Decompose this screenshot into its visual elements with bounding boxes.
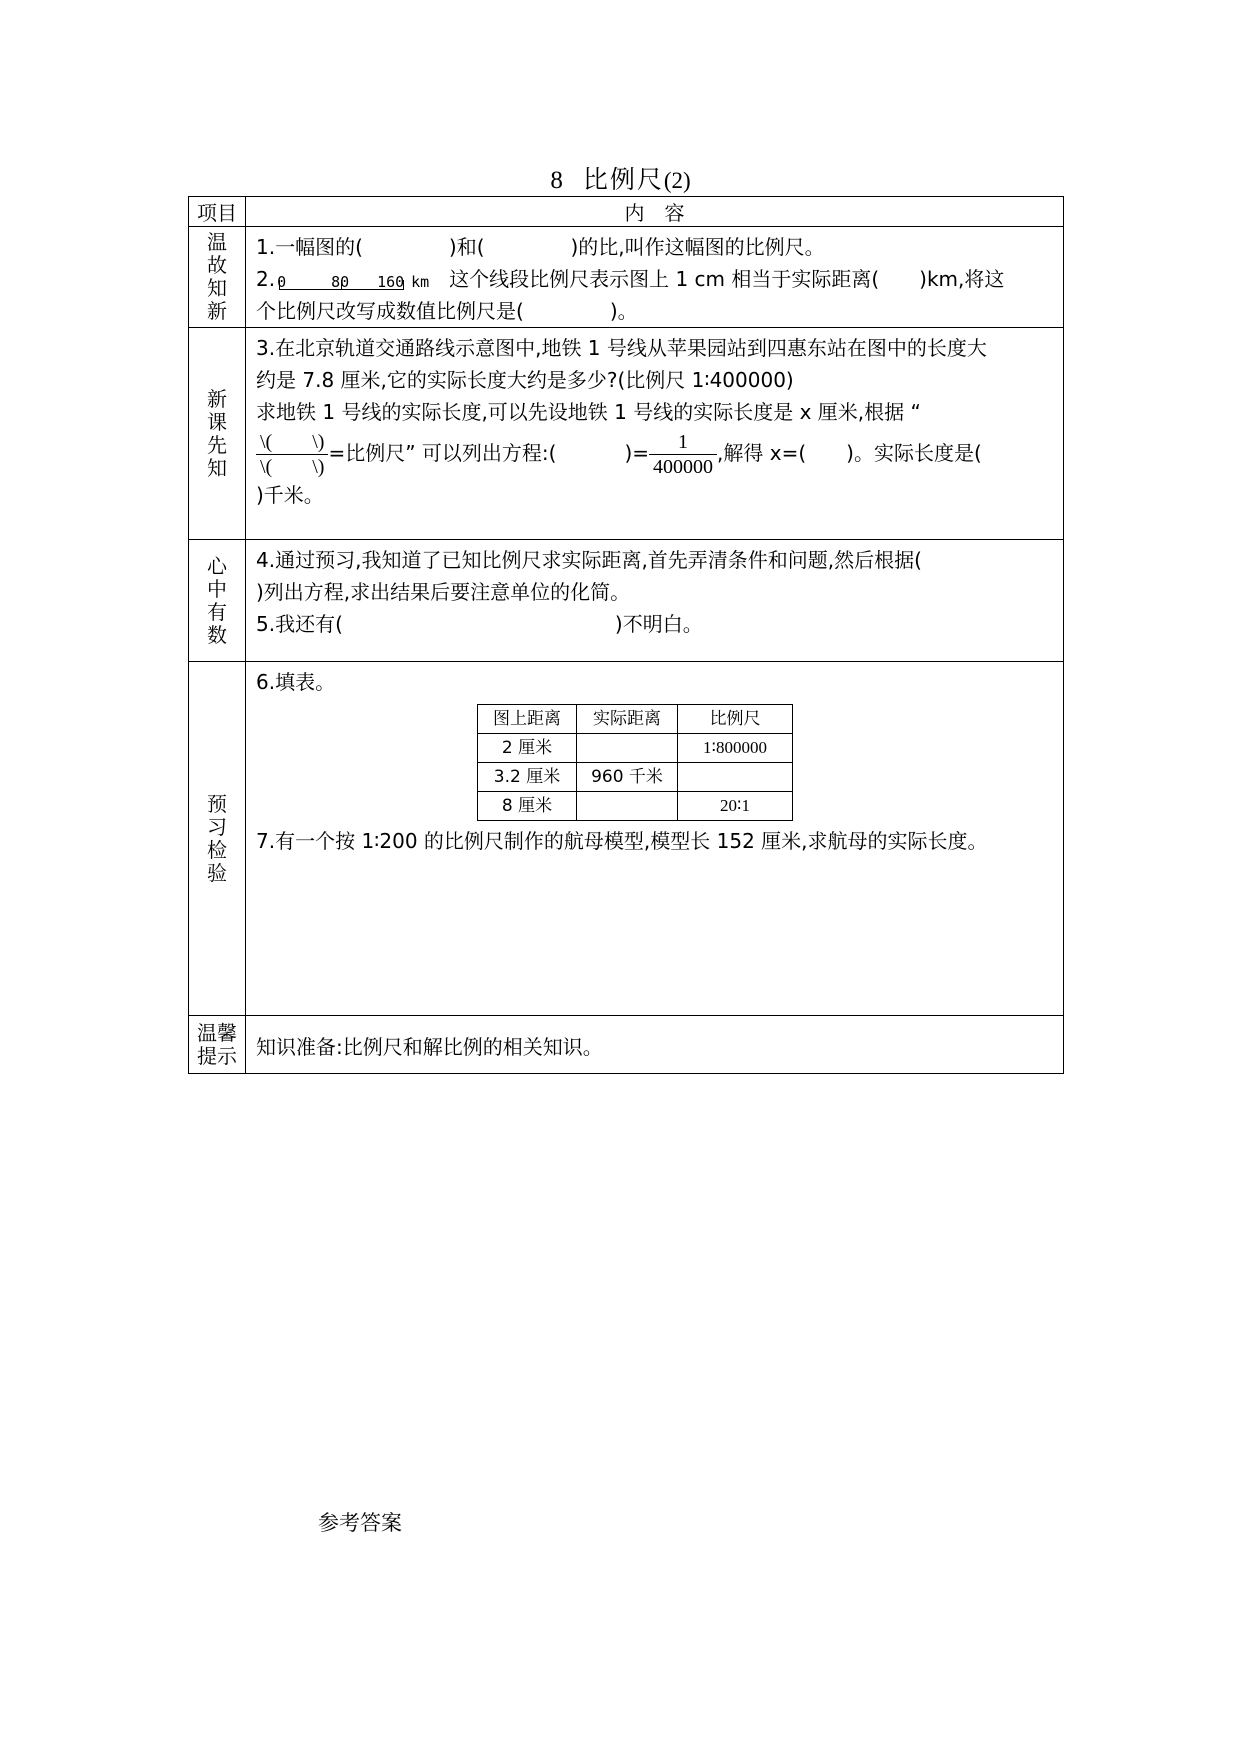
heart-row — [189, 540, 1064, 662]
q3-equation — [256, 430, 1053, 479]
table-cell — [678, 763, 793, 792]
table-row — [478, 792, 793, 821]
table-row — [478, 734, 793, 763]
fill-table — [477, 704, 793, 821]
table-row — [478, 763, 793, 792]
worksheet-table — [188, 196, 1064, 1074]
check-content — [246, 662, 1064, 1016]
review-row — [189, 227, 1064, 328]
review-label-cell — [189, 227, 246, 328]
title-text: 比例尺 — [582, 165, 664, 194]
table-cell: 960 千米 — [577, 763, 678, 792]
q4-line1: 4.通过预习,我知道了已知比例尺求实际距离,首先弄清条件和问题,然后根据( — [256, 548, 922, 572]
fill-header-actual-distance: 实际距离 — [577, 705, 678, 734]
tip-content — [246, 1016, 1064, 1074]
q1-mid: )和( — [448, 235, 485, 259]
tip-label: 温馨提示 — [197, 1020, 237, 1068]
header-content-cell — [246, 197, 1064, 227]
q2-text: 这个线段比例尺表示图上 1 cm 相当于实际距离( — [449, 267, 880, 291]
page-title — [0, 160, 1241, 196]
q2-line2-end: )。 — [609, 299, 638, 323]
solve-text: ,解得 x=( — [717, 441, 807, 465]
title-suffix: (2) — [663, 168, 691, 193]
table-cell — [577, 792, 678, 821]
scale-frac-bottom: 400000 — [653, 456, 714, 478]
fill-header-scale: 比例尺 — [678, 705, 793, 734]
q6: 6.填表。 — [256, 670, 336, 694]
title-number: 8 — [550, 167, 565, 194]
check-label: 预习检验 — [207, 791, 227, 885]
scale-tick-80: 80 — [331, 272, 350, 291]
new-label: 新课先知 — [207, 386, 227, 480]
ratio-frac-bottom: \( \) — [260, 456, 325, 478]
header-content: 内 容 — [624, 201, 685, 225]
ratio-fraction — [256, 430, 328, 479]
scale-tick-160: 160 — [377, 272, 405, 291]
fill-header-map-distance: 图上距离 — [478, 705, 577, 734]
tip-text: 知识准备:比例尺和解比例的相关知识。 — [256, 1034, 603, 1059]
table-cell: 3.2 厘米 — [478, 763, 577, 792]
q1-post: )的比,叫作这幅图的比例尺。 — [570, 235, 825, 259]
fill-table-header — [478, 705, 793, 734]
q3-line5: )千米。 — [256, 483, 324, 507]
table-cell: 8 厘米 — [478, 792, 577, 821]
q3-line1: 3.在北京轨道交通路线示意图中,地铁 1 号线从苹果园站到四惠东站在图中的长度大 — [256, 336, 987, 360]
q2-line2-text: 个比例尺改写成数值比例尺是( — [256, 299, 524, 323]
q2-num: 2. — [256, 267, 276, 291]
eq-mid: )= — [624, 441, 650, 465]
new-row — [189, 328, 1064, 540]
after-fraction: =比例尺” 可以列出方程:( — [328, 441, 557, 465]
scale-unit: km — [411, 272, 430, 291]
tip-row — [189, 1016, 1064, 1074]
line-scale-bar — [275, 268, 435, 294]
header-item-cell — [189, 197, 246, 227]
q5-post: )不明白。 — [614, 612, 703, 636]
answer-heading: 参考答案 — [318, 1511, 402, 1535]
q3-line2: 约是 7.8 厘米,它的实际长度大约是多少?(比例尺 1∶400000) — [256, 368, 794, 392]
q7: 7.有一个按 1∶200 的比例尺制作的航母模型,模型长 152 厘米,求航母的实际长度。 — [256, 829, 988, 853]
q2-text2: )km,将这 — [919, 267, 1005, 291]
new-content — [246, 328, 1064, 540]
solve-end: )。实际长度是( — [846, 441, 982, 465]
q2 — [256, 263, 1053, 295]
q5 — [256, 608, 1053, 640]
review-label: 温故知新 — [207, 230, 227, 323]
ratio-frac-top: \( \) — [256, 430, 328, 455]
q1 — [256, 231, 1053, 263]
heart-label-cell — [189, 540, 246, 662]
q2-line2 — [256, 295, 1053, 327]
heart-label: 心中有数 — [207, 553, 227, 647]
table-cell: 1∶800000 — [678, 734, 793, 763]
q5-pre: 5.我还有( — [256, 612, 343, 636]
q1-pre: 1.一幅图的( — [256, 235, 363, 259]
q3-line3: 求地铁 1 号线的实际长度,可以先设地铁 1 号线的实际长度是 x 厘米,根据 “ — [256, 400, 921, 424]
table-cell: 20∶1 — [678, 792, 793, 821]
q4-line2: )列出方程,求出结果后要注意单位的化简。 — [256, 580, 631, 604]
check-row — [189, 662, 1064, 1016]
table-cell — [577, 734, 678, 763]
scale-fraction — [649, 430, 717, 479]
heart-content — [246, 540, 1064, 662]
review-content — [246, 227, 1064, 328]
scale-tick-0: 0 — [277, 272, 287, 291]
check-label-cell — [189, 662, 246, 1016]
table-cell: 2 厘米 — [478, 734, 577, 763]
header-item: 项目 — [197, 201, 237, 225]
tip-label-cell — [189, 1016, 246, 1074]
new-label-cell — [189, 328, 246, 540]
scale-frac-top: 1 — [649, 430, 717, 455]
